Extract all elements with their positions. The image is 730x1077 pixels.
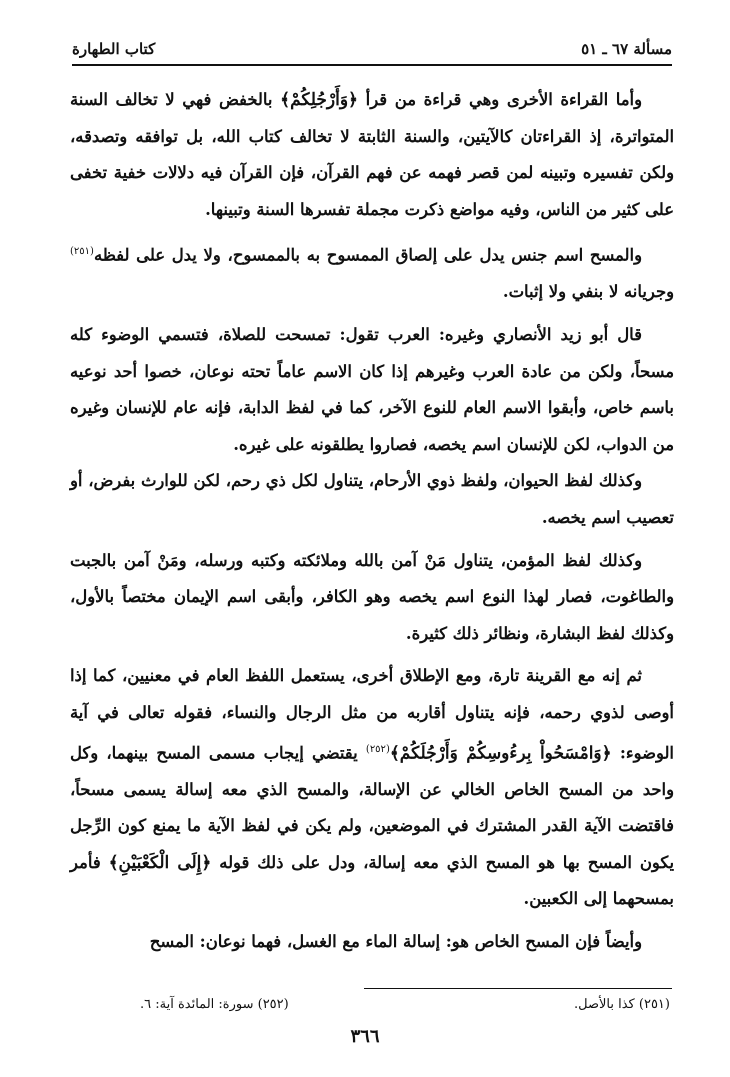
header-issue-label: مسألة ٦٧ ـ ٥١ bbox=[581, 40, 672, 58]
paragraph-7: وأيضاً فإن المسح الخاص هو: إسالة الماء مع الغسل، فهما نوعان: المسح bbox=[149, 932, 642, 951]
page-number: ٣٦٦ bbox=[350, 1026, 380, 1047]
header-book-title: كتاب الطهارة bbox=[72, 40, 156, 58]
footnote-252: (٢٥٢) سورة: المائدة آية: ٦. bbox=[140, 997, 289, 1012]
body-text bbox=[70, 82, 674, 961]
footnotes bbox=[140, 997, 670, 1019]
paragraph-4: وكذلك لفظ الحيوان، ولفظ ذوي الأرحام، يتناول لكل ذي رحم، لكن للوارث بفرض، أو تعصيب اسم يخصه. bbox=[70, 471, 674, 527]
footnote-ref-252: (٢٥٢) bbox=[365, 743, 390, 755]
paragraph-1: وأما القراءة الأخرى وهي قراءة من قرأ ﴿وَأَرْجُلِكُمْ﴾ بالخفض فهي لا تخالف السنة المتواترة، إذ القراءتان كالآيتين، والسنة الثابتة لا تخالف كتاب الله، بل توافقه وتصدقه، ولكن تفسيره وتبينه لمن قصر فهمه عن فهم القرآن، فإن القرآن فيه دلالات خفية تخفى على كثير من الناس، وفيه مواضع ذكرت مجملة تفسرها السنة وتبينها. bbox=[70, 90, 674, 219]
quran-quote: ﴿إِلَى الْكَعْبَيْنِ﴾ bbox=[108, 852, 212, 873]
quran-quote: ﴿وَأَرْجُلِكُمْ﴾ bbox=[280, 90, 359, 110]
paragraph-2: والمسح اسم جنس يدل على إلصاق الممسوح به بالممسوح، ولا يدل على لفظه$^{(٢٥١)}$ وجريانه لا بنفي ولا إثبات. bbox=[70, 245, 674, 302]
header-rule bbox=[72, 64, 672, 66]
footnote-251: (٢٥١) كذا بالأصل. bbox=[573, 997, 670, 1012]
paragraph-6: ثم إنه مع القرينة تارة، ومع الإطلاق أخرى، يستعمل اللفظ العام في معنيين، كما إذا أوصى لذوي رحمه، فإنه يتناول أقاربه من مثل الرجال والنساء، فقوله تعالى في آية الوضوء: ﴿وَامْسَحُواْ بِرءُوسِكُمْ وَأَرْجُلَكُمْ﴾$^{(٢٥٢)}$ يقتضي إيجاب مسمى المسح بينهما، وكل واحد من المسح الخاص الخالي عن الإسالة، والمسح الذي معه إسالة يسمى مسحاً، فاقتضت الآية القدر المشترك في الموضعين، ولم يكن في لفظ الآية ما يمنع كون الرِّجل يكون المسح بها هو المسح الذي معه إسالة، ودل على ذلك قوله ﴿إِلَى الْكَعْبَيْنِ﴾ فأمر بمسحهما إلى الكعبين. bbox=[70, 666, 675, 909]
running-header bbox=[72, 36, 672, 58]
paragraph-3: قال أبو زيد الأنصاري وغيره: العرب تقول: تمسحت للصلاة، فتسمي الوضوء كله مسحاً، ولكن من عادة العرب وغيرهم إذا كان الاسم عاماً تحته نوعان، خصوا أحد نوعيه باسم خاص، وأبقوا الاسم العام للنوع الآخر، كما في لفظ الدابة، فإنه عام للإنسان وغيره من الدواب، لكن للإنسان اسم يخصه، فصاروا يطلقونه على غيره. bbox=[70, 325, 674, 454]
paragraph-5: وكذلك لفظ المؤمن، يتناول مَنْ آمن بالله وملائكته وكتبه ورسله، ومَنْ آمن بالجبت والطاغوت، فصار لهذا النوع اسم يخصه وهو الكافر، وأبقى اسم الإيمان مختصاً بالأول، وكذلك لفظ البشارة، ونظائر ذلك كثيرة. bbox=[70, 550, 674, 643]
footnote-ref-251: (٢٥١) bbox=[70, 246, 94, 258]
quran-quote: ﴿وَامْسَحُواْ بِرءُوسِكُمْ وَأَرْجُلَكُمْ﴾ bbox=[389, 743, 612, 764]
footnote-rule bbox=[364, 988, 672, 989]
